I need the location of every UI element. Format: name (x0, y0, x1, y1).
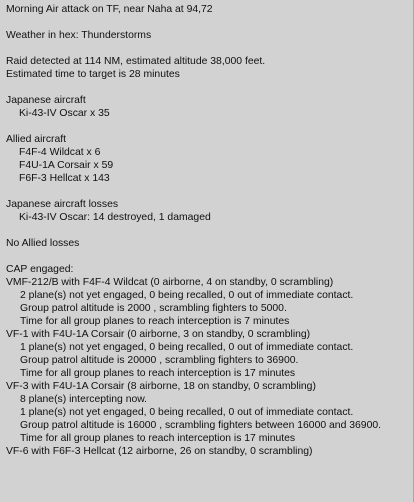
cap-group-detail: 1 plane(s) not yet engaged, 0 being recalled, 0 out of immediate contact. (20, 342, 354, 353)
cap-group-title: VF-1 with F4U-1A Corsair (0 airborne, 3 on standby, 0 scrambling) (6, 329, 311, 340)
cap-group-detail: 8 plane(s) intercepting now. (20, 394, 148, 405)
spacer (6, 16, 381, 29)
cap-group-title: VF-3 with F4U-1A Corsair (8 airborne, 18 on standby, 0 scrambling) (6, 381, 316, 392)
japanese-losses-item: Ki-43-IV Oscar: 14 destroyed, 1 damaged (19, 212, 211, 223)
report-title: Morning Air attack on TF, near Naha at 94,72 (6, 4, 213, 15)
japanese-aircraft-item: Ki-43-IV Oscar x 35 (19, 108, 110, 119)
cap-group-detail: Time for all group planes to reach interception is 7 minutes (20, 316, 290, 327)
allied-aircraft-item: F4F-4 Wildcat x 6 (19, 147, 101, 158)
spacer (6, 185, 381, 198)
japanese-losses-heading: Japanese aircraft losses (6, 199, 119, 210)
cap-group-title: VF-6 with F6F-3 Hellcat (12 airborne, 26 on standby, 0 scrambling) (6, 446, 313, 457)
cap-group-detail: Group patrol altitude is 16000 , scrambling fighters between 16000 and 36900. (20, 420, 382, 431)
allied-aircraft-item: F6F-3 Hellcat x 143 (19, 173, 110, 184)
cap-group-detail: Time for all group planes to reach interception is 17 minutes (20, 368, 296, 379)
spacer (6, 81, 381, 94)
cap-group-title: VMF-212/B with F4F-4 Wildcat (0 airborne, 4 on standby, 0 scrambling) (6, 277, 334, 288)
spacer (6, 120, 381, 133)
eta-line: Estimated time to target is 28 minutes (6, 69, 180, 80)
cap-group-detail: Group patrol altitude is 20000 , scrambling fighters to 36900. (20, 355, 299, 366)
allied-losses-line: No Allied losses (6, 238, 80, 249)
spacer (6, 250, 381, 263)
combat-report-text (6, 3, 381, 458)
spacer (6, 224, 381, 237)
cap-group-detail: 2 plane(s) not yet engaged, 0 being recalled, 0 out of immediate contact. (20, 290, 354, 301)
cap-group-detail: 1 plane(s) not yet engaged, 0 being recalled, 0 out of immediate contact. (20, 407, 354, 418)
allied-aircraft-item: F4U-1A Corsair x 59 (19, 160, 114, 171)
cap-heading: CAP engaged: (6, 264, 74, 275)
allied-aircraft-heading: Allied aircraft (6, 134, 67, 145)
japanese-aircraft-heading: Japanese aircraft (6, 95, 86, 106)
spacer (6, 42, 381, 55)
cap-group-detail: Group patrol altitude is 2000 , scrambling fighters to 5000. (20, 303, 287, 314)
cap-group-detail: Time for all group planes to reach interception is 17 minutes (20, 433, 296, 444)
raid-detected-line: Raid detected at 114 NM, estimated altitude 38,000 feet. (6, 56, 266, 67)
weather-line: Weather in hex: Thunderstorms (6, 30, 152, 41)
